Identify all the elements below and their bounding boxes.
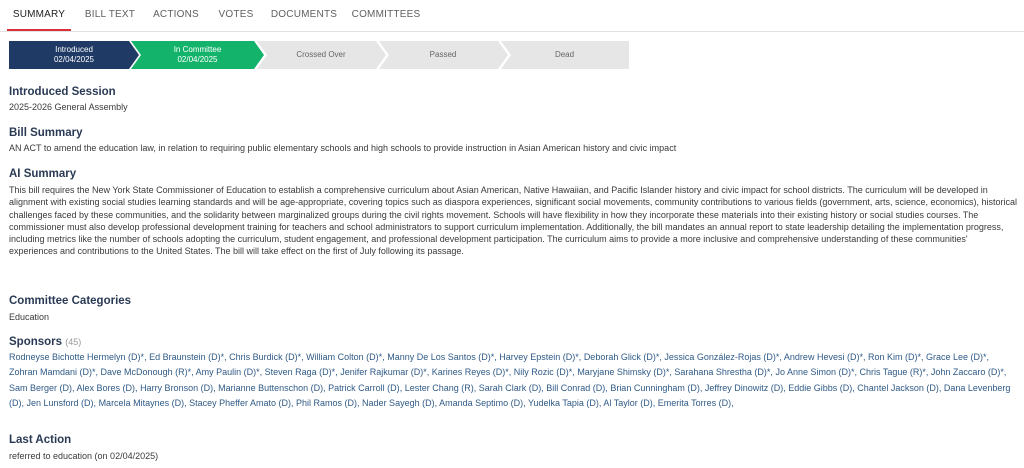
sponsor-link[interactable]: Chantel Jackson (D): [857, 382, 939, 393]
sponsor-link[interactable]: Chris Tague (R)*: [859, 367, 926, 378]
stage-label: Passed: [429, 50, 457, 59]
ai-summary-text: This bill requires the New York State Commissioner of Education to establish a comprehensive curriculum about Asian American, Native Hawaiian, and Pacific Islander history and civic impact for school districts. The curriculum will be developed in alignment with existing social studies learning standards and will be age-appropriate, covering topics such as diaspora experiences, significant social movements, community contributions to various fields (government, arts, science, economics), historical challenges faced by these communities, and the solidarity between marginalized groups during the civil rights movement. Schools will have flexibility in how they incorporate these materials into their existing history or social studies courses. The commissioner must also develop professional development training for teachers and school administrators to support curriculum implementation. Additionally, the bill mandates an annual report to state leadership detailing the implementation progress, including metrics like the number of schools adopting the curriculum, student engagement, and professional development participation. The curriculum aims to provide a more inclusive and comprehensive understanding of these communities' experiences and contributions to the United States. The bill will take effect on the first of July following its passage.: [9, 185, 1017, 257]
sponsors-section: [9, 335, 1017, 411]
sponsor-link[interactable]: Jen Lunsford (D): [26, 397, 94, 408]
introduced-session-section: [9, 85, 1017, 113]
last-action-section: [9, 433, 1017, 462]
sponsor-link[interactable]: Rodneyse Bichotte Hermelyn (D)*: [9, 352, 145, 362]
sponsor-link[interactable]: Bill Conrad (D): [546, 382, 606, 393]
tab-documents[interactable]: DOCUMENTS: [270, 9, 338, 20]
tab-summary[interactable]: SUMMARY: [7, 9, 71, 31]
sponsor-link[interactable]: Stacey Pheffer Amato (D): [189, 397, 291, 408]
stage-label: Introduced: [55, 45, 93, 54]
tab-bill-text[interactable]: BILL TEXT: [84, 9, 136, 20]
sponsor-link[interactable]: Sarah Clark (D): [478, 382, 542, 393]
sponsor-link[interactable]: Al Taylor (D): [603, 397, 653, 408]
sponsor-link[interactable]: Yudelka Tapia (D): [528, 397, 599, 408]
sponsor-link[interactable]: Jenifer Rajkumar (D)*: [340, 367, 427, 378]
sponsor-link[interactable]: Sarahana Shrestha (D)*: [674, 367, 771, 378]
sponsor-link[interactable]: Jeffrey Dinowitz (D): [704, 382, 784, 393]
sponsor-link[interactable]: Emerita Torres (D): [657, 397, 732, 408]
sponsor-link[interactable]: Steven Raga (D)*: [264, 367, 336, 378]
tab-votes[interactable]: VOTES: [218, 9, 254, 20]
sponsor-link[interactable]: Marianne Buttenschon (D): [218, 382, 324, 393]
stage-dead: [500, 41, 629, 69]
tab-actions[interactable]: ACTIONS: [153, 9, 199, 20]
bill-status-progress: [9, 41, 629, 69]
sponsor-link[interactable]: Harry Bronson (D): [140, 382, 214, 393]
section-heading: AI Summary: [9, 168, 77, 180]
sponsor-link[interactable]: Jessica González-Rojas (D)*: [664, 352, 780, 362]
sponsor-link[interactable]: John Zaccaro (D)*: [930, 367, 1004, 378]
sponsor-link[interactable]: Eddie Gibbs (D): [788, 382, 853, 393]
sponsor-link[interactable]: Dana Levenberg (D): [9, 382, 1011, 408]
ai-summary-section: [9, 167, 1017, 258]
stage-label: Dead: [554, 50, 575, 59]
sponsor-link[interactable]: Maryjane Shimsky (D)*: [577, 367, 670, 378]
sponsor-link[interactable]: Dave McDonough (R)*: [100, 367, 192, 378]
sponsor-link[interactable]: Alex Bores (D): [76, 382, 136, 393]
sponsor-link[interactable]: Zohran Mamdani (D)*: [9, 367, 96, 378]
sponsor-link[interactable]: Chris Burdick (D)*: [229, 352, 302, 362]
sponsor-link[interactable]: Nily Rozic (D)*: [513, 367, 573, 378]
section-heading: Last Action: [9, 434, 72, 446]
bill-summary-section: [9, 126, 1017, 154]
sponsor-link[interactable]: Jo Anne Simon (D)*: [775, 367, 855, 378]
sponsor-link[interactable]: Phil Ramos (D): [296, 397, 358, 408]
stage-crossed-over: [256, 41, 386, 69]
sponsor-link[interactable]: Amy Paulin (D)*: [195, 367, 260, 378]
section-heading: Introduced Session: [9, 86, 116, 98]
section-heading: Committee Categories: [9, 295, 132, 307]
stage-in-committee: [131, 41, 264, 69]
sponsor-link[interactable]: Nader Sayegh (D): [362, 397, 435, 408]
tab-committees[interactable]: COMMITTEES: [351, 9, 421, 20]
stage-label: Crossed Over: [296, 50, 346, 59]
sponsor-link[interactable]: Brian Cunningham (D): [610, 382, 700, 393]
section-heading: Bill Summary: [9, 127, 83, 139]
stage-introduced: [9, 41, 139, 69]
sponsors-heading: Sponsors: [9, 336, 63, 348]
sponsor-link[interactable]: Ed Braunstein (D)*: [149, 352, 225, 362]
sponsor-link[interactable]: Ron Kim (D)*: [867, 352, 921, 362]
sponsor-link[interactable]: Harvey Epstein (D)*: [499, 352, 579, 362]
sponsor-link[interactable]: William Colton (D)*: [306, 352, 383, 362]
stage-date: 02/04/2025: [177, 55, 218, 64]
session-value: 2025-2026 General Assembly: [9, 102, 128, 112]
last-action-text: referred to education (on 02/04/2025): [9, 451, 159, 461]
sponsor-link[interactable]: Sam Berger (D): [9, 382, 73, 393]
sponsor-link[interactable]: Patrick Carroll (D): [328, 382, 400, 393]
committee-category-value: Education: [9, 312, 50, 322]
sponsor-link[interactable]: Andrew Hevesi (D)*: [783, 352, 863, 362]
sponsor-link[interactable]: Karines Reyes (D)*: [431, 367, 509, 378]
committee-categories-section: [9, 294, 1017, 323]
sponsors-count: (45): [65, 337, 82, 347]
stage-date: 02/04/2025: [53, 55, 95, 64]
sponsor-list: Rodneyse Bichotte Hermelyn (D)*, Ed Braunstein (D)*, Chris Burdick (D)*, William Colton (D)*, Manny De Los Santos (D)*, Harvey Epstein (D)*, Deborah Glick (D)*, Jessica González-Rojas (D)*, Andrew Hevesi (D)*, Ron Kim (D)*, Grace Lee (D)*, Zohran Mamdani (D)*, Dave McDonough (R)*, Amy Paulin (D)*, Steven Raga (D)*, Jenifer Rajkumar (D)*, Karines Reyes (D)*, Nily Rozic (D)*, Maryjane Shimsky (D)*, Sarahana Shrestha (D)*, Jo Anne Simon (D)*, Chris Tague (R)*, John Zaccaro (D)*, Sam Berger (D), Alex Bores (D), Harry Bronson (D), Marianne Buttenschon (D), Patrick Carroll (D), Lester Chang (R), Sarah Clark (D), Bill Conrad (D), Brian Cunningham (D), Jeffrey Dinowitz (D), Eddie Gibbs (D), Chantel Jackson (D), Dana Levenberg (D), Jen Lunsford (D), Marcela Mitaynes (D), Stacey Pheffer Amato (D), Phil Ramos (D), Nader Sayegh (D), Amanda Septimo (D), Yudelka Tapia (D), Al Taylor (D), Emerita Torres (D),: [9, 352, 1011, 408]
bill-summary-text: AN ACT to amend the education law, in relation to requiring public elementary schools and high schools to provide instruction in Asian American history and civic impact: [9, 143, 677, 153]
tab-bar: [0, 0, 1024, 32]
sponsor-link[interactable]: Amanda Septimo (D): [439, 397, 524, 408]
section-heading: [9, 335, 1017, 350]
stage-label: In Committee: [173, 45, 222, 54]
sponsor-link[interactable]: Marcela Mitaynes (D): [98, 397, 185, 408]
sponsor-link[interactable]: Lester Chang (R): [404, 382, 474, 393]
sponsor-link[interactable]: Deborah Glick (D)*: [583, 352, 660, 362]
stage-passed: [378, 41, 508, 69]
sponsor-link[interactable]: Manny De Los Santos (D)*: [387, 352, 495, 362]
sponsor-link[interactable]: Grace Lee (D)*: [926, 352, 987, 362]
